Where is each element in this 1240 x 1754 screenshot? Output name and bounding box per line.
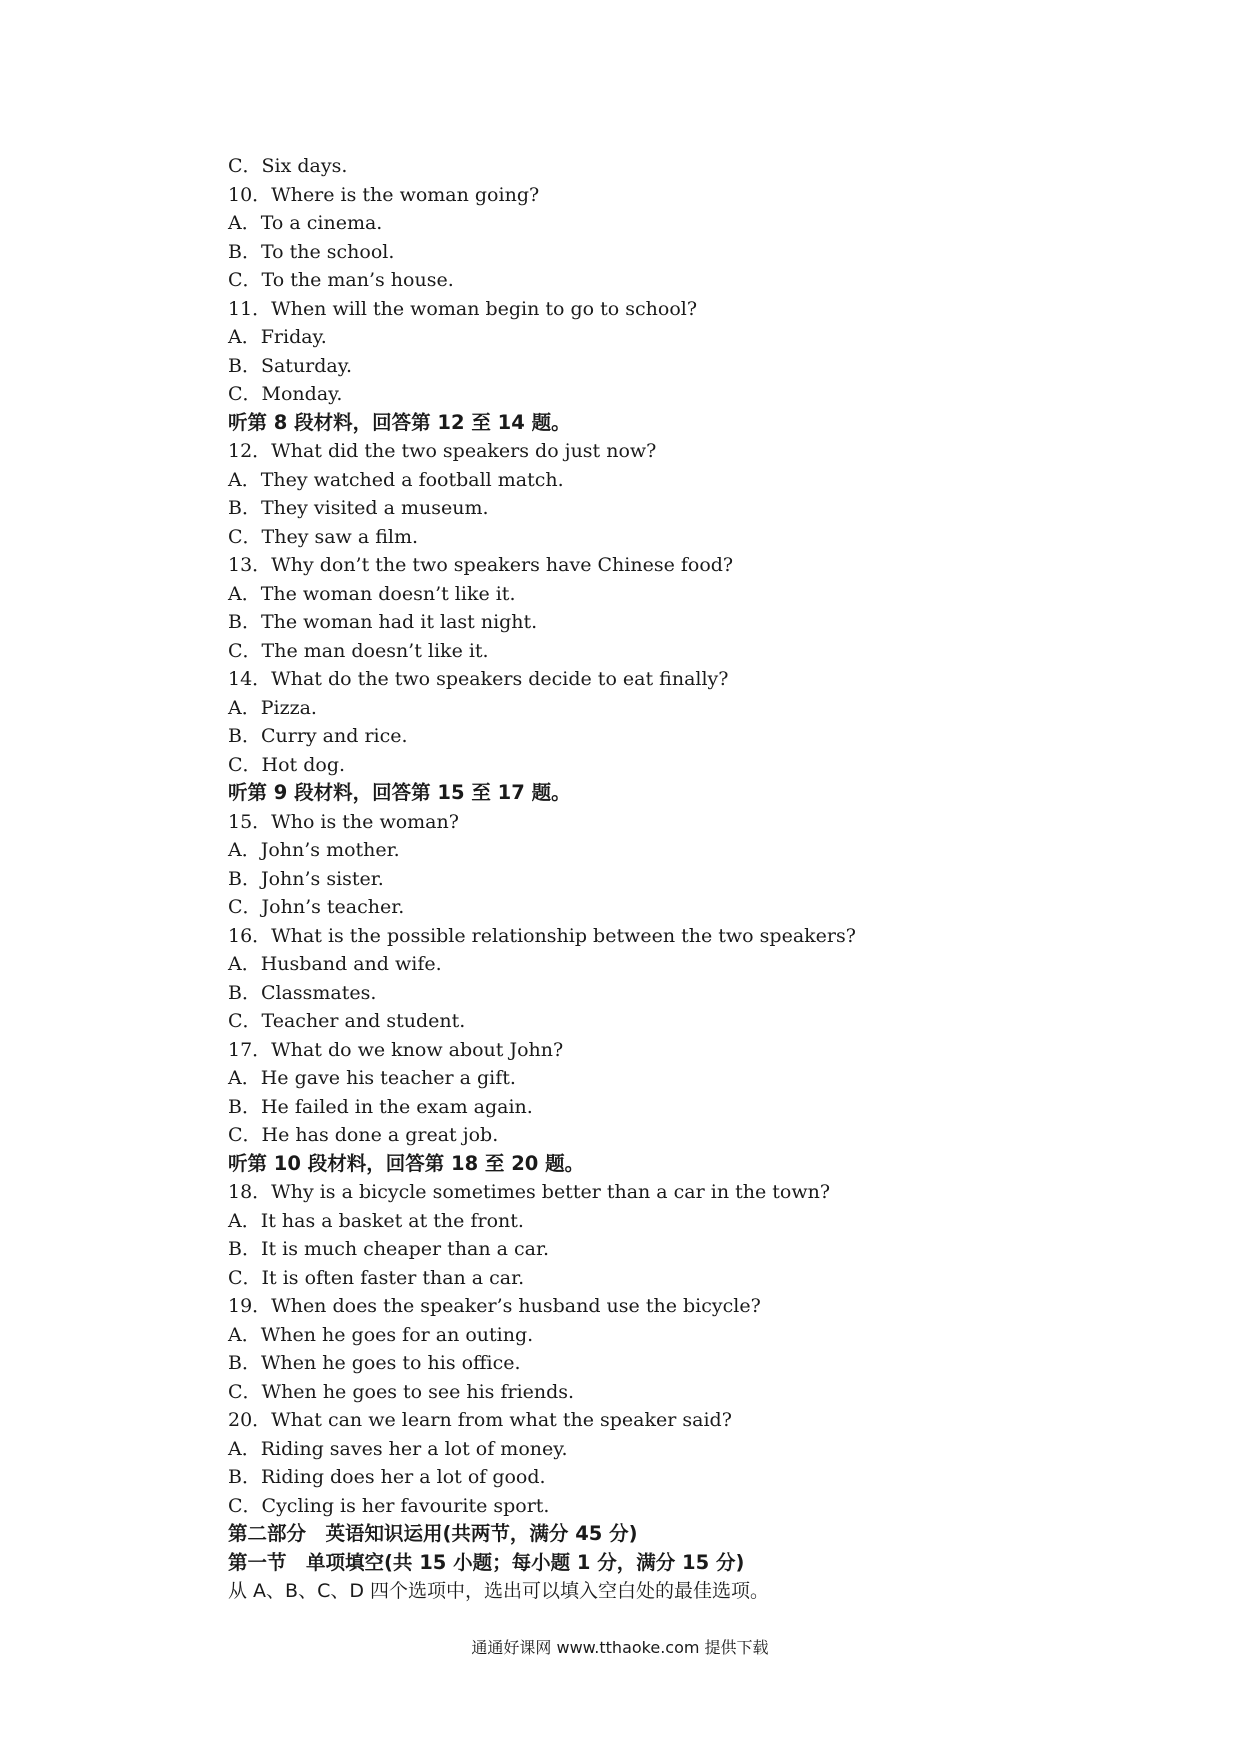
text-line: C．Cycling is her favourite sport. bbox=[228, 1494, 550, 1517]
text-line: C．The man doesn’t like it. bbox=[228, 639, 489, 662]
page-footer: 通通好课网 www.tthaoke.com 提供下载 bbox=[471, 1638, 769, 1657]
text-line: B．Curry and rice. bbox=[228, 725, 408, 747]
text-line: 19．When does the speaker’s husband use the bicycle? bbox=[228, 1295, 761, 1317]
text-line: 11．When will the woman begin to go to school? bbox=[228, 297, 698, 320]
text-line: C．Six days. bbox=[228, 155, 348, 177]
text-line: C．He has done a great job. bbox=[228, 1124, 499, 1146]
text-line: 从 A、B、C、D 四个选项中，选出可以填入空白处的最佳选项。 bbox=[228, 1580, 770, 1602]
text-line: C．Hot dog. bbox=[228, 753, 346, 776]
text-line: A．They watched a football match. bbox=[228, 468, 564, 491]
text-line: A．Pizza. bbox=[228, 696, 317, 719]
text-line: A．It has a basket at the front. bbox=[228, 1209, 524, 1232]
text-line: B．They visited a museum. bbox=[228, 497, 489, 519]
text-line: A．When he goes for an outing. bbox=[228, 1323, 534, 1346]
text-line: B．To the school. bbox=[228, 240, 395, 263]
text-line: A．Friday. bbox=[228, 326, 327, 348]
text-line: B．Classmates. bbox=[228, 981, 377, 1004]
text-line: A．The woman doesn’t like it. bbox=[228, 582, 516, 605]
text-line: 20．What can we learn from what the speaker said? bbox=[228, 1409, 732, 1431]
document-body bbox=[228, 152, 1128, 1606]
section-heading: 听第 10 段材料，回答第 18 至 20 题。 bbox=[228, 1151, 585, 1175]
text-line: B．It is much cheaper than a car. bbox=[228, 1238, 550, 1260]
text-line: B．When he goes to his office. bbox=[228, 1352, 521, 1374]
text-line: A．John’s mother. bbox=[228, 839, 400, 861]
text-line: C．They saw a film. bbox=[228, 525, 419, 548]
text-line: 14．What do the two speakers decide to eat finally? bbox=[228, 668, 729, 690]
section-heading: 听第 9 段材料，回答第 15 至 17 题。 bbox=[228, 781, 571, 804]
text-line: B．Riding does her a lot of good. bbox=[228, 1466, 546, 1488]
section-heading: 听第 8 段材料，回答第 12 至 14 题。 bbox=[228, 410, 571, 434]
text-line: 10．Where is the woman going? bbox=[228, 183, 540, 206]
text-line: 13．Why don’t the two speakers have Chinese food? bbox=[228, 554, 734, 576]
text-line: 12．What did the two speakers do just now? bbox=[228, 440, 657, 462]
section-heading: 第一节 单项填空(共 15 小题；每小题 1 分，满分 15 分) bbox=[228, 1550, 745, 1574]
text-line: A．To a cinema. bbox=[228, 212, 383, 234]
text-line: A．He gave his teacher a gift. bbox=[228, 1067, 516, 1089]
text-line: C．To the man’s house. bbox=[228, 269, 454, 291]
text-line: 15．Who is the woman? bbox=[228, 810, 459, 833]
text-line: C．It is often faster than a car. bbox=[228, 1266, 525, 1289]
text-line: C．Teacher and student. bbox=[228, 1010, 466, 1032]
text-line: A．Riding saves her a lot of money. bbox=[228, 1437, 568, 1460]
text-line: C．When he goes to see his friends. bbox=[228, 1380, 575, 1403]
text-line: B．Saturday. bbox=[228, 354, 353, 377]
text-line: 18．Why is a bicycle sometimes better than a car in the town? bbox=[228, 1181, 831, 1203]
text-line: A．Husband and wife. bbox=[228, 953, 442, 975]
text-line: 17．What do we know about John? bbox=[228, 1038, 564, 1061]
text-line: B．He failed in the exam again. bbox=[228, 1095, 533, 1118]
text-line: B．The woman had it last night. bbox=[228, 611, 538, 633]
text-line: B．John’s sister. bbox=[228, 867, 384, 890]
text-line: 16．What is the possible relationship between the two speakers? bbox=[228, 924, 856, 947]
text-line: C．Monday. bbox=[228, 383, 343, 405]
text-line: C．John’s teacher. bbox=[228, 896, 405, 918]
section-heading: 第二部分 英语知识运用(共两节，满分 45 分) bbox=[228, 1522, 638, 1545]
